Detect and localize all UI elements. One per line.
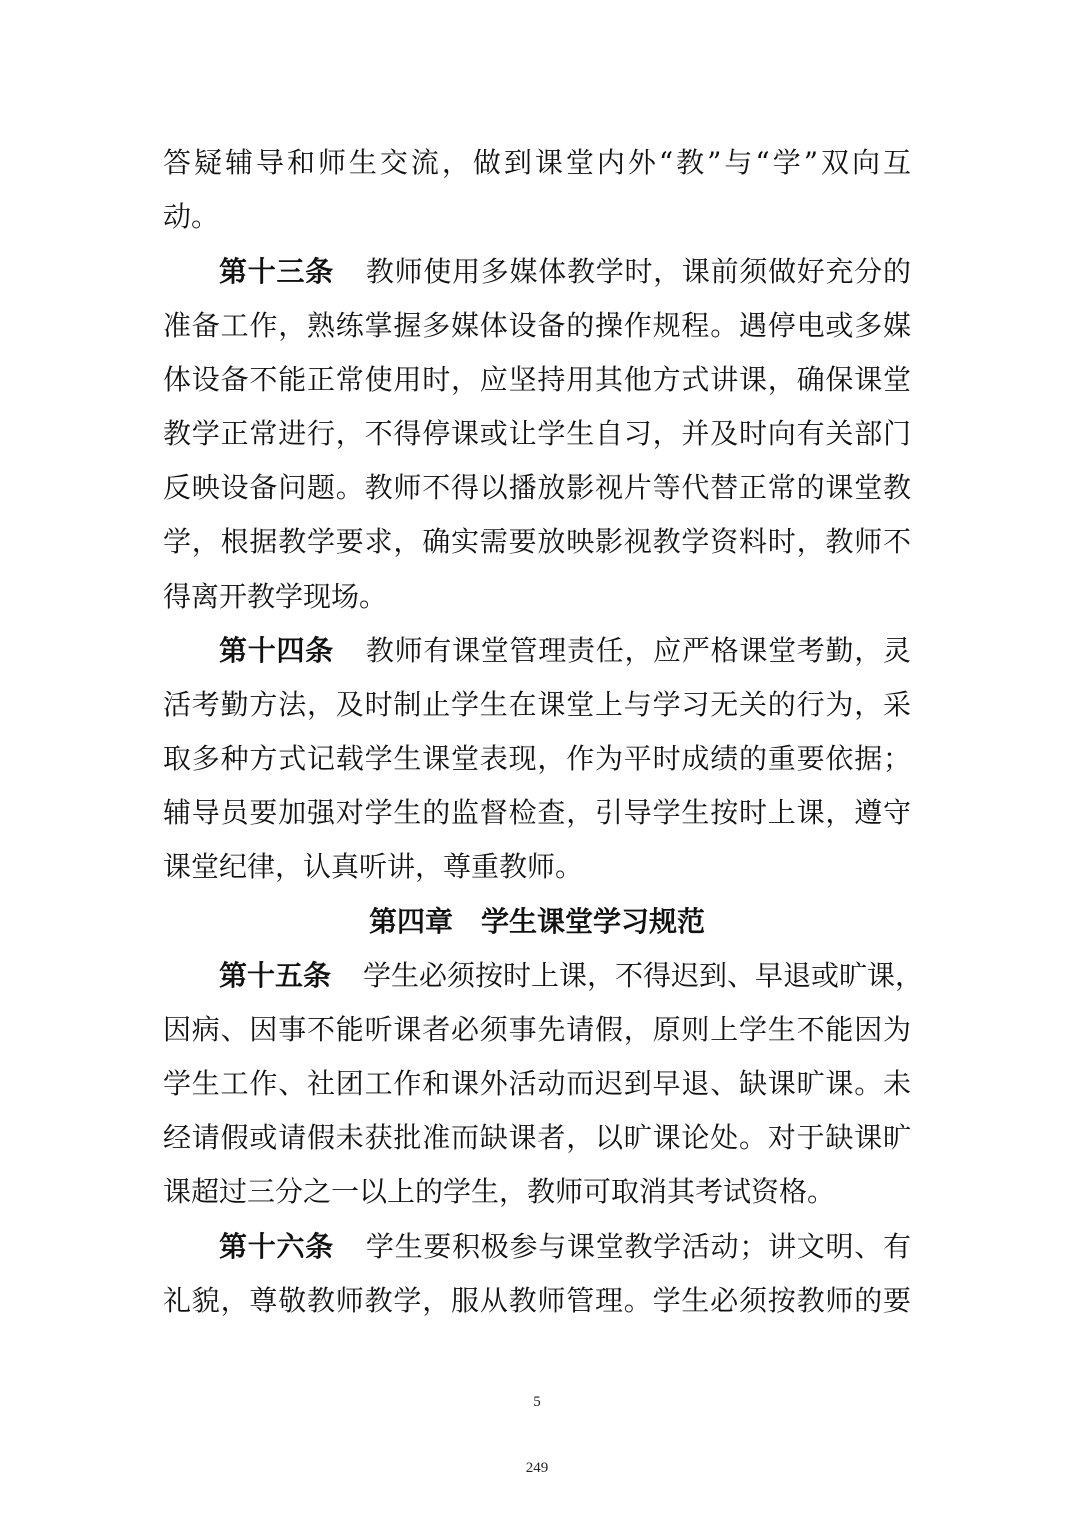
article-first-line bbox=[219, 956, 924, 996]
document-page-number: 249 bbox=[525, 1460, 549, 1476]
text-line: 学，根据教学要求，确实需要放映影视教学资料时，教师不 bbox=[163, 525, 911, 558]
text-line: 课堂纪律，认真听讲，尊重教师。 bbox=[163, 850, 584, 883]
page-number: 5 bbox=[533, 1394, 541, 1410]
article-heading: 第十四条 bbox=[219, 634, 334, 667]
article-heading: 第十五条 bbox=[219, 959, 332, 992]
article-heading: 第十六条 bbox=[219, 1230, 334, 1263]
text-line: 因病、因事不能听课者必须事先请假，原则上学生不能因为 bbox=[163, 1013, 911, 1046]
text-line: 答疑辅导和师生交流，做到课堂内外“教”与“学”双向互 bbox=[163, 146, 911, 179]
text-span: 学生必须按时上课，不得迟到、早退或旷课， bbox=[363, 959, 924, 992]
text-line: 教学正常进行，不得停课或让学生自习，并及时向有关部门 bbox=[163, 417, 911, 450]
text-line: 体设备不能正常使用时，应坚持用其他方式讲课，确保课堂 bbox=[163, 363, 911, 396]
text-line: 辅导员要加强对学生的监督检查，引导学生按时上课，遵守 bbox=[163, 796, 911, 829]
article-first-line bbox=[219, 1227, 911, 1267]
text-line: 取多种方式记载学生课堂表现，作为平时成绩的重要依据； bbox=[163, 742, 911, 775]
text-line: 得离开教学现场。 bbox=[163, 580, 388, 613]
article-first-line bbox=[219, 631, 911, 671]
text-span: 学生要积极参与课堂教学活动；讲文明、有 bbox=[365, 1230, 911, 1263]
text-line: 活考勤方法，及时制止学生在课堂上与学习无关的行为，采 bbox=[163, 688, 911, 721]
text-span: 教师使用多媒体教学时，课前须做好充分的 bbox=[365, 255, 911, 288]
text-line: 礼貌，尊敬教师教学，服从教师管理。学生必须按教师的要 bbox=[163, 1284, 911, 1317]
text-line: 准备工作，熟练掌握多媒体设备的操作规程。遇停电或多媒 bbox=[163, 309, 911, 342]
text-line: 经请假或请假未获批准而缺课者，以旷课论处。对于缺课旷 bbox=[163, 1121, 911, 1154]
article-first-line bbox=[219, 252, 911, 292]
text-line: 反映设备问题。教师不得以播放影视片等代替正常的课堂教 bbox=[163, 471, 911, 504]
text-line: 学生工作、社团工作和课外活动而迟到早退、缺课旷课。未 bbox=[163, 1067, 911, 1100]
chapter-heading: 第四章 学生课堂学习规范 bbox=[368, 905, 705, 938]
text-span: 教师有课堂管理责任，应严格课堂考勤，灵 bbox=[365, 634, 911, 667]
text-line: 课超过三分之一以上的学生，教师可取消其考试资格。 bbox=[163, 1175, 836, 1208]
article-heading: 第十三条 bbox=[219, 255, 334, 288]
text-line: 动。 bbox=[163, 200, 220, 233]
